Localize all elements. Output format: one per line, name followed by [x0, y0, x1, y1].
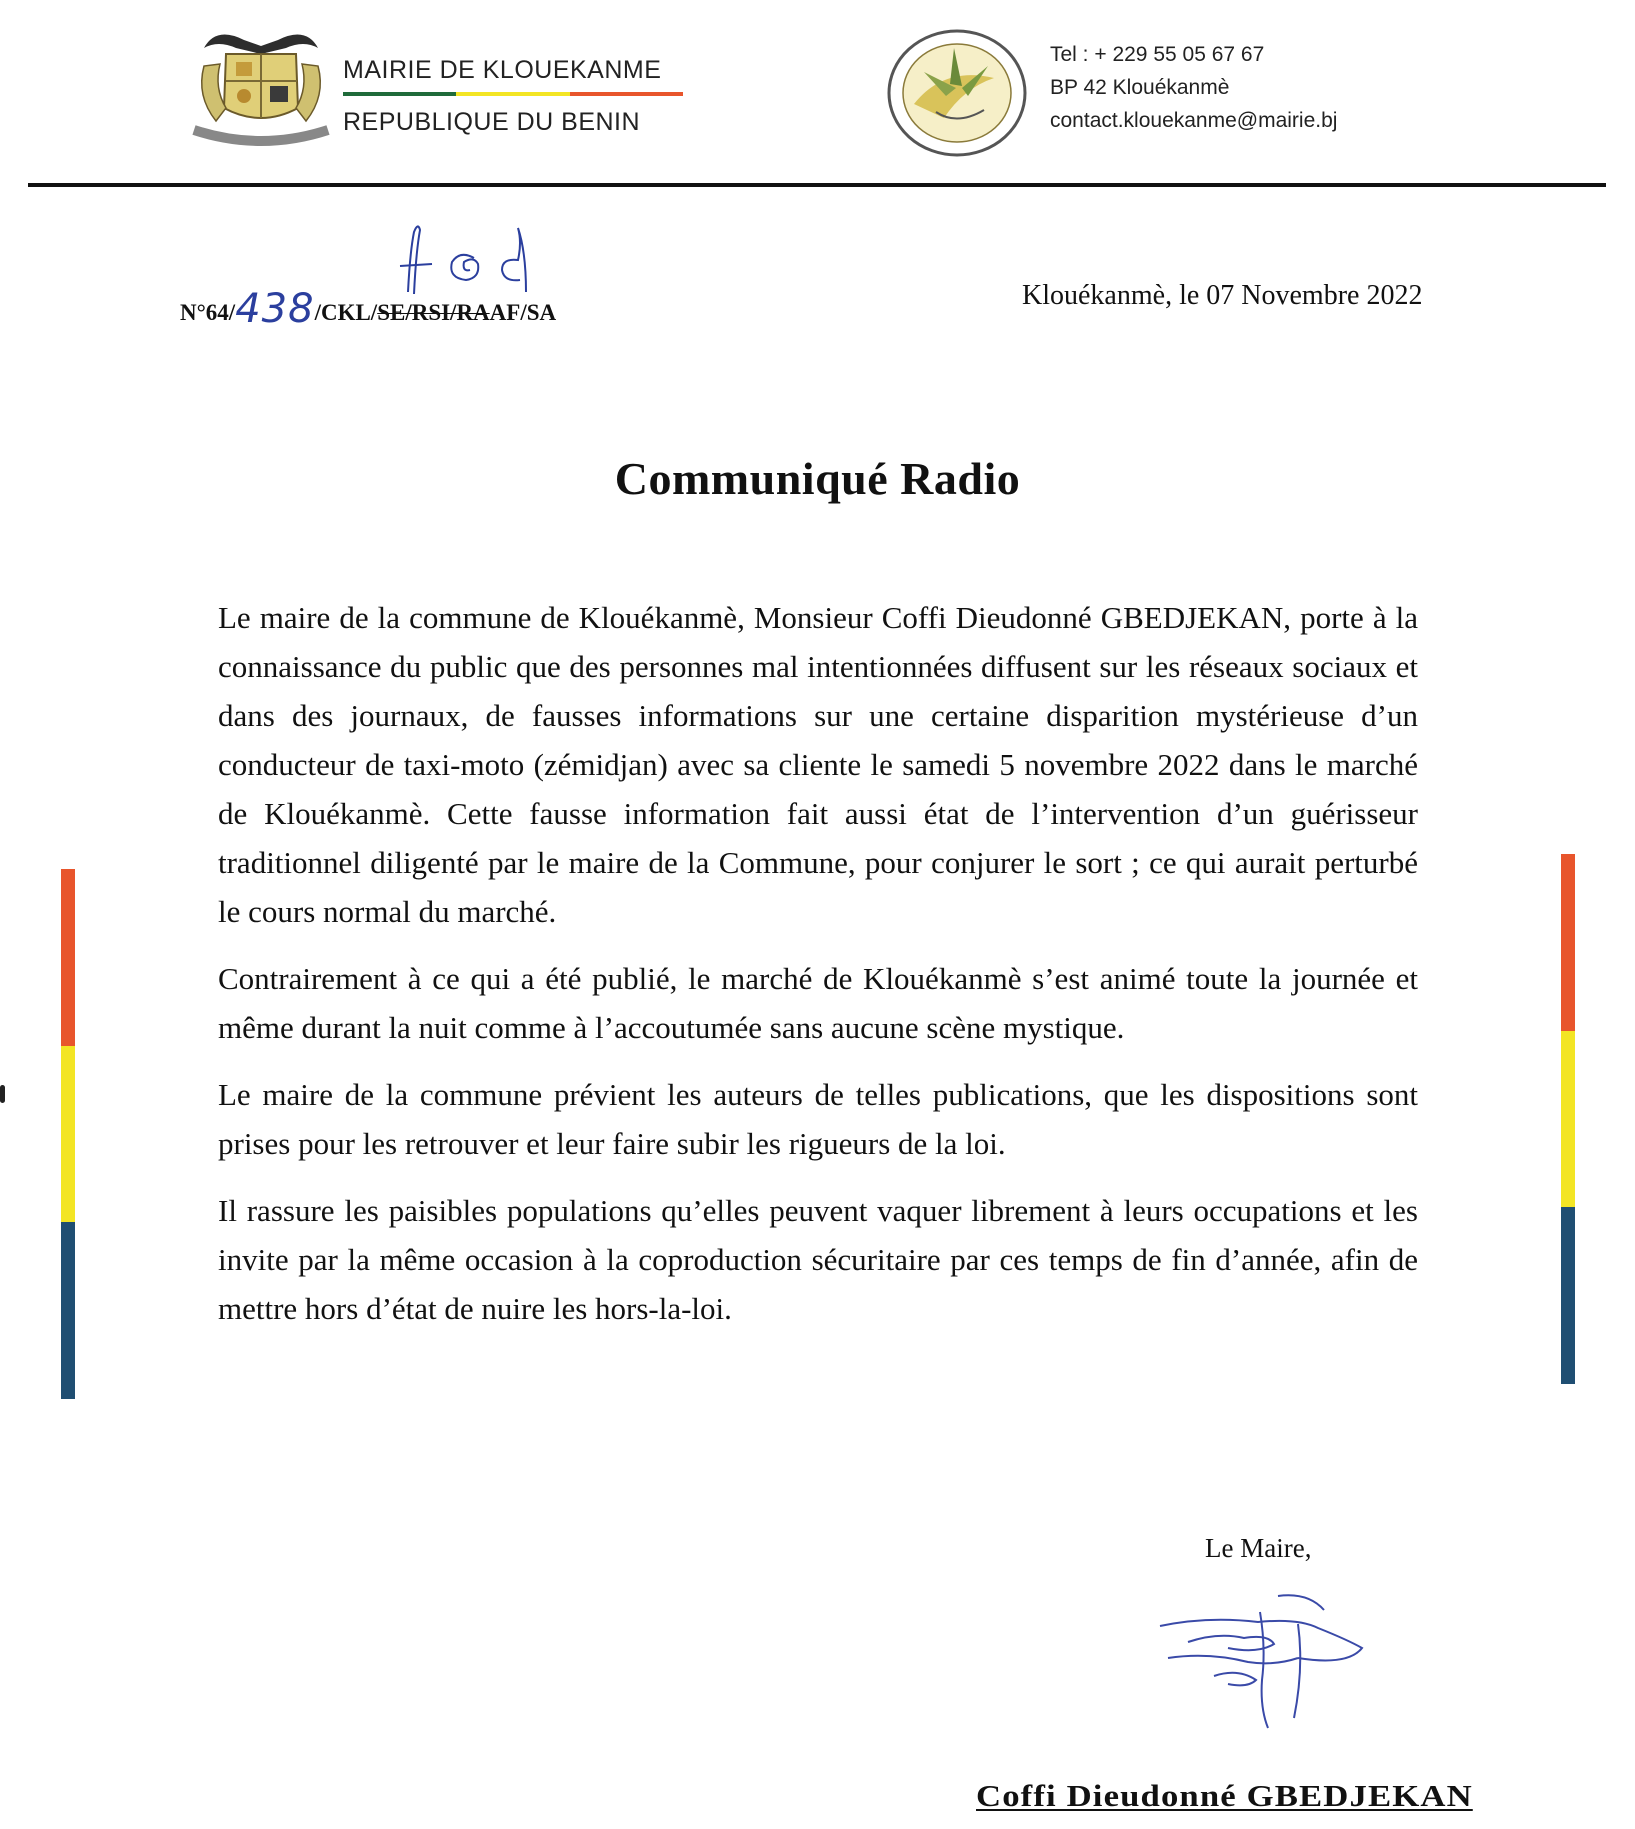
signatory-title: Le Maire,	[1205, 1533, 1312, 1563]
document-title: Communiqué Radio	[614, 453, 1021, 504]
po-box-text: BP 42 Klouékanmè	[1050, 76, 1230, 99]
reference-prefix: N°64/	[180, 300, 236, 325]
signer-name: Coffi Dieudonné GBEDJEKAN	[976, 1778, 1473, 1813]
paragraph: Le maire de la commune prévient les auteurs de telles publications, que les dispositions sont prises pour les retrouver et leur faire subir les rigueurs de la loi.	[218, 1077, 1418, 1161]
flag-color-line	[343, 92, 683, 96]
paragraph: Il rassure les paisibles populations qu’elles peuvent vaquer librement à leurs occupations et les invite par la même occasion à la coproduction sécuritaire par ces temps de fin d’année, afin de mettre hors d’état de nuire les hors-la-loi.	[218, 1193, 1418, 1326]
email-text: contact.klouekanme@mairie.bj	[1050, 109, 1338, 132]
phone-text: Tel : + 229 55 05 67 67	[1050, 43, 1265, 66]
paragraph: Le maire de la commune de Klouékanmè, Monsieur Coffi Dieudonné GBEDJEKAN, porte à la connaissance du public que des personnes mal intentionnées diffusent sur les réseaux sociaux et dans des journaux, de fausses informations sur une certaine disparition mystérieuse d’un conducteur de taxi-moto (zémidjan) avec sa cliente le samedi 5 novembre 2022 dans le marché de Klouékanmè. Cette fausse information fait aussi état de l’intervention d’un guérisseur traditionnel diligenté par le maire de la Commune, pour conjurer le sort ; ce qui aurait perturbé le cours normal du marché.	[218, 600, 1418, 929]
handwritten-signature-icon	[1148, 1588, 1378, 1738]
left-color-bar	[61, 869, 75, 1399]
header-divider	[28, 183, 1606, 187]
handwritten-initials-icon	[370, 222, 550, 300]
reference-suffix-c: AF/SA	[489, 300, 557, 325]
contact-info	[1050, 38, 1337, 137]
mairie-name: MAIRIE DE KLOUEKANME	[343, 56, 662, 84]
document-date: Klouékanmè, le 07 Novembre 2022	[1022, 280, 1423, 311]
commune-logo-icon	[884, 26, 1030, 160]
coat-of-arms-icon	[186, 26, 336, 148]
republic-name: REPUBLIQUE DU BENIN	[343, 108, 641, 136]
document-body	[218, 593, 1418, 1351]
handwritten-number: 438	[235, 286, 315, 332]
scan-mark	[0, 1085, 5, 1103]
right-color-bar	[1561, 854, 1575, 1384]
paragraph: Contrairement à ce qui a été publié, le marché de Klouékanmè s’est animé toute la journée et même durant la nuit comme à l’accoutumée sans aucune scène mystique.	[218, 961, 1418, 1045]
reference-suffix-b: SE/RSI/RA	[377, 300, 490, 325]
reference-suffix-a: /CKL/	[314, 300, 378, 325]
